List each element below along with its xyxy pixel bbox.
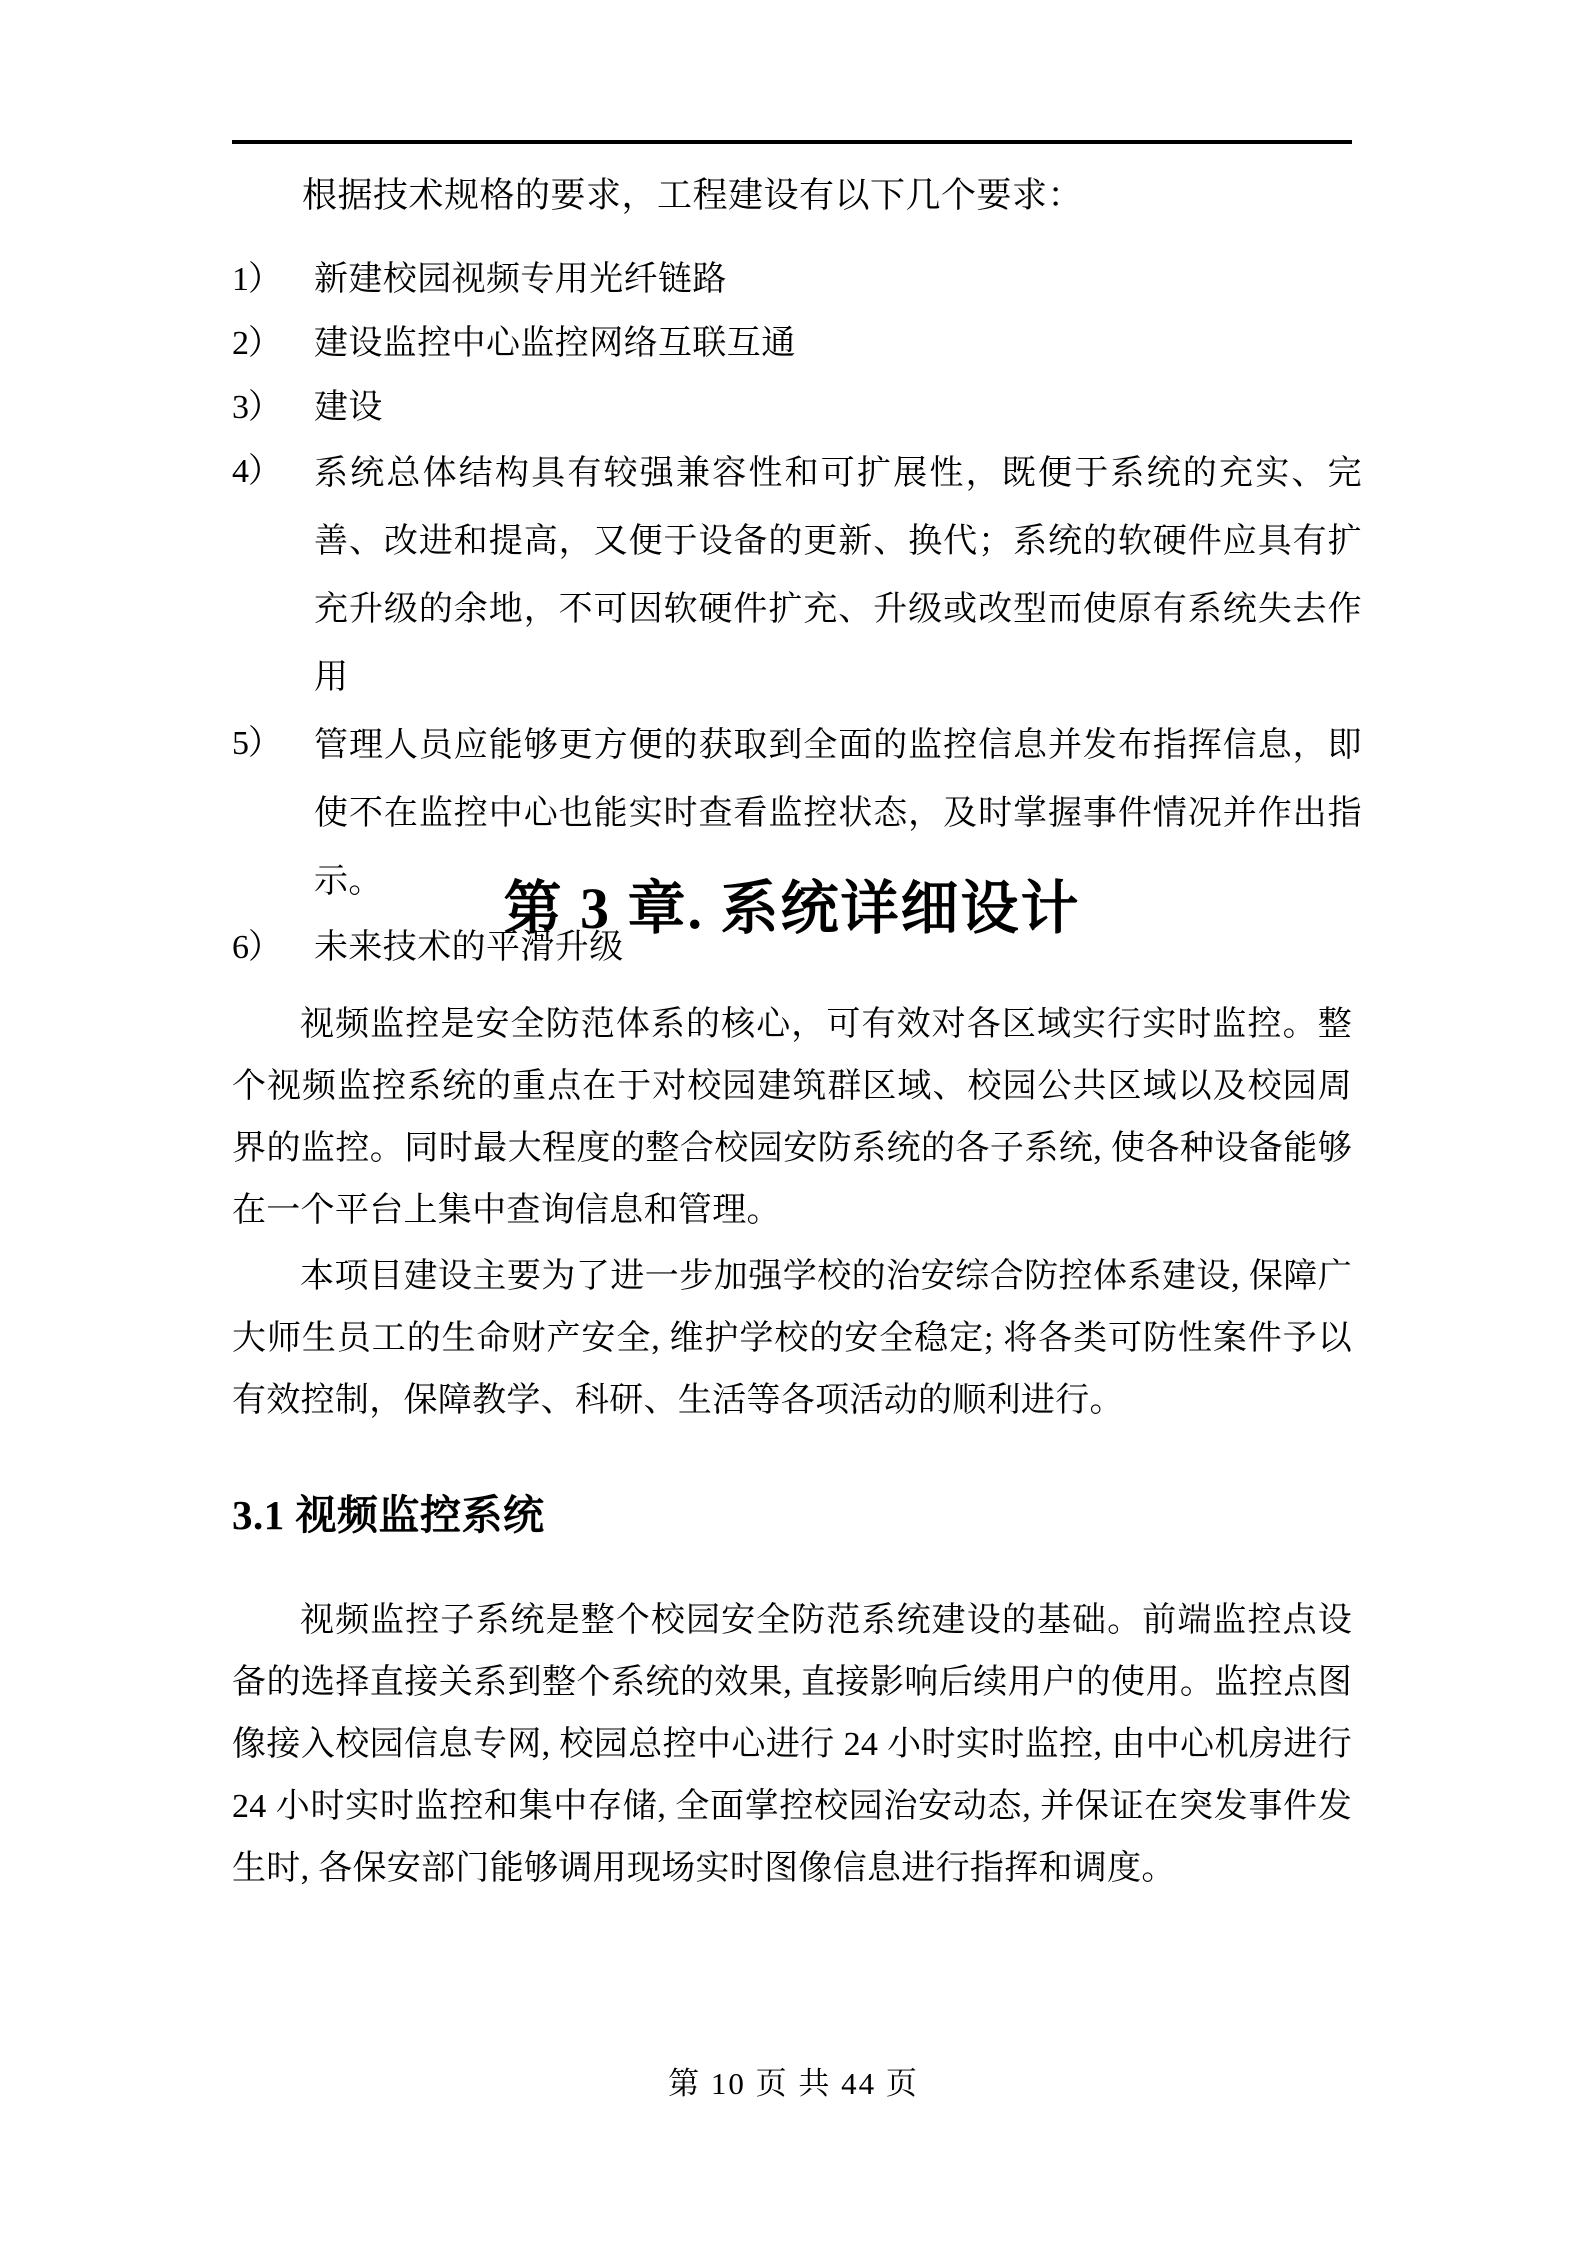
- list-item-text: 未来技术的平滑升级: [314, 929, 624, 966]
- list-item-text: 建设监控中心监控网络互联互通: [314, 325, 796, 362]
- body-paragraph-2: 本项目建设主要为了进一步加强学校的治安综合防控体系建设, 保障广大师生员工的生命财产安全, 维护学校的安全稳定; 将各类可防性案件予以有效控制，保障教学、科研、生活等各项活动的顺利进行。: [232, 1258, 1352, 1419]
- list-item-text: 建设: [314, 389, 383, 426]
- list-item: [232, 312, 1362, 376]
- body-paragraph-1: 视频监控是安全防范体系的核心，可有效对各区域实行实时监控。整个视频监控系统的重点在于对校园建筑群区域、校园公共区域以及校园周界的监控。同时最大程度的整合校园安防系统的各子系统, 使各种设备能够在一个平台上集中查询信息和管理。: [232, 1006, 1352, 1229]
- header-rule: [232, 140, 1352, 144]
- body-paragraph-3: 视频监控子系统是整个校园安全防范系统建设的基础。前端监控点设备的选择直接关系到整个系统的效果, 直接影响后续用户的使用。监控点图像接入校园信息专网, 校园总控中心进行 24 小时实时监控, 由中心机房进行 24 小时实时监控和集中存储, 全面掌控校园治安动态, 并保证在突发事件发生时, 各保安部门能够调用现场实时图像信息进行指挥和调度。: [232, 1602, 1352, 1887]
- list-item: [232, 440, 1362, 712]
- section-heading-3-1: 3.1 视频监控系统: [232, 1492, 545, 1539]
- list-item: [232, 248, 1362, 312]
- list-item-marker: 1）: [232, 261, 281, 298]
- chapter-heading: 第 3 章. 系统详细设计: [503, 875, 1081, 941]
- list-item-text: 系统总体结构具有较强兼容性和可扩展性，既便于系统的充实、完善、改进和提高，又便于设备的更新、换代；系统的软硬件应具有扩充升级的余地，不可因软硬件扩充、升级或改型而使原有系统失去作用: [314, 455, 1362, 696]
- list-item-marker: 6）: [232, 929, 281, 966]
- intro-paragraph: 根据技术规格的要求，工程建设有以下几个要求：: [302, 176, 1084, 215]
- list-item-text: 管理人员应能够更方便的获取到全面的监控信息并发布指挥信息，即使不在监控中心也能实时查看监控状态，及时掌握事件情况并作出指示。: [314, 727, 1362, 900]
- list-item-text: 新建校园视频专用光纤链路: [314, 261, 727, 298]
- list-item-marker: 3）: [232, 389, 281, 426]
- list-item: [232, 376, 1362, 440]
- list-item-marker: 5）: [232, 725, 281, 762]
- list-item-marker: 2）: [232, 325, 281, 362]
- list-item-marker: 4）: [232, 453, 281, 490]
- page-footer: 第 10 页 共 44 页: [668, 2066, 919, 2101]
